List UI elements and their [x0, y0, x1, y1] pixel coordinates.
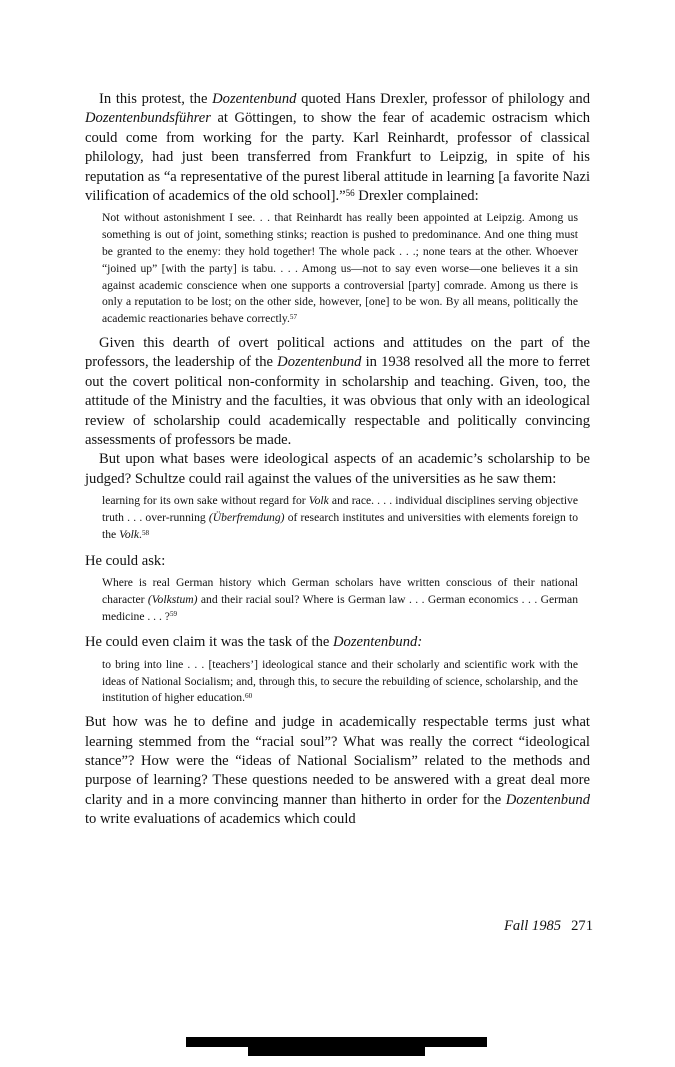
footnote-ref-58[interactable]: 58 — [141, 528, 150, 537]
footnote-ref-59[interactable]: 59 — [169, 610, 178, 619]
article-body — [85, 90, 590, 830]
block-quote-schultze-values: learning for its own sake without regard for Volk and race. . . . individual disciplines serving objective truth . . . over-running (Überfremdung) of research institutes and universities with elements foreign to the Volk.$^{58}$ — [102, 494, 578, 541]
footnote-ref-57[interactable]: 57 — [289, 312, 298, 321]
page-number: 271 — [571, 918, 593, 934]
paragraph-dearth: Given this dearth of overt political actions and attitudes on the part of the professors, the leadership of the Dozentenbund in 1938 resolved all the more to ferret out the covert political non-conformity in scholarship and teaching. Given, too, the attitude of the Ministry and the faculties, it was obvious that only with an ideological review of scholarship could academically respectable and politically convincing assessments of professors be made. — [85, 335, 590, 449]
paragraph-drexler-intro: In this protest, the Dozentenbund quoted Hans Drexler, professor of philology and Dozentenbundsführer at Göttingen, to show the fear of academic ostracism which could come from working for the party. Karl Reinhardt, professor of classical philology, had just been transferred from Frankfurt to Leipzig, in spite of his reputation as “a representative of the purest liberal attitude in learning [a favorite Nazi vilification of academics of the old school].”$^{56}$ Drexler complained: — [85, 91, 590, 205]
page-footer — [85, 918, 593, 935]
block-quote-drexler: Not without astonishment I see. . . that Reinhardt has really been appointed at Leipzig. Among us something is out of joint, something stinks; reaction is pushed to predominance. And one thing must be granted to the enemy: they hold together! The whole pack . . .; none tears at the other. Whoever “joined up” [with the party] is tabu. . . . Among us—not to say even worse—one believes it a sin against academic conscience when one supports a controversial [party] comrade. Among us there is only a reputation to be lost; on the other side, however, [one] to be won. By all means, politically the academic reactionaries behave correctly.$^{57}$ — [102, 211, 578, 326]
paragraph-racial-soul: But how was he to define and judge in academically respectable terms just what learning stemmed from the “racial soul”? What was really the correct “ideological stance”? How were the “ideas of National Socialism” related to the methods and purpose of learning? These questions needed to be answered with a great deal more clarity and in a more convincing manner than hitherto in order for the Dozentenbund to write evaluations of academics which could — [85, 714, 590, 828]
footnote-ref-60[interactable]: 60 — [244, 692, 253, 701]
paragraph-bases: But upon what bases were ideological aspects of an academic’s scholarship to be judged? Schultze could rail against the values of the universities as he saw them: — [85, 451, 590, 487]
scan-bar-top — [186, 1037, 487, 1047]
block-quote-german-history: Where is real German history which German scholars have written conscious of their national character (Volkstum) and their racial soul? Where is German law . . . German economics . . . German medicine . . . ?$^{59}$ — [102, 576, 578, 623]
block-quote-task: to bring into line . . . [teachers’] ideological stance and their scholarly and scientific work with the ideas of National Socialism; and, through this, to secure the rebuilding of science, scholarship, and the institution of higher education.$^{60}$ — [102, 657, 578, 705]
issue-season: Fall 1985 — [503, 918, 562, 934]
scan-bar-bottom — [248, 1047, 425, 1056]
lead-task-claim: He could even claim it was the task of the Dozentenbund: — [85, 634, 423, 651]
lead-he-could-ask: He could ask: — [85, 552, 166, 569]
footnote-ref-56[interactable]: 56 — [345, 187, 355, 198]
